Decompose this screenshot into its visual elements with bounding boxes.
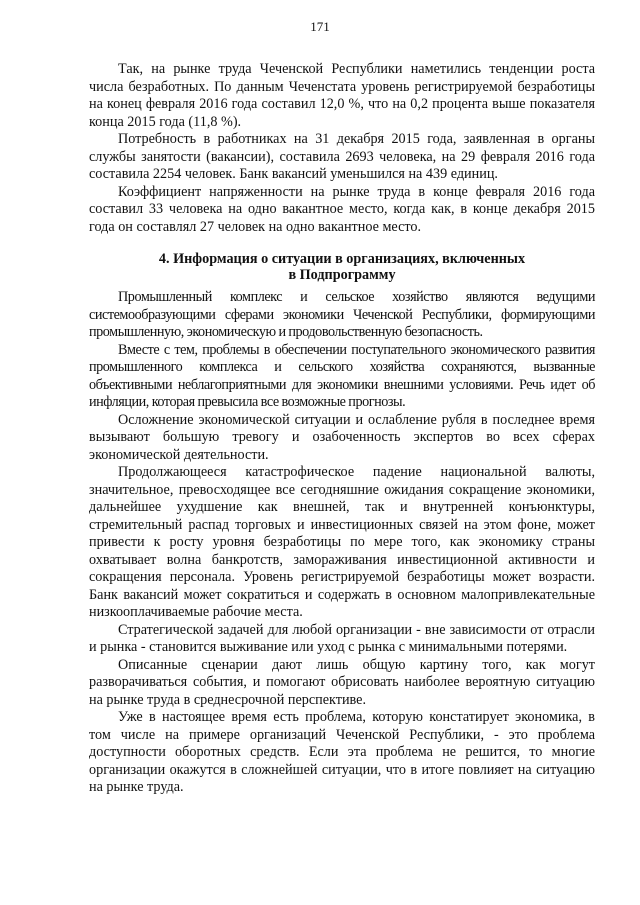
paragraph-vacancies: Потребность в работниках на 31 декабря 2015 года, заявленная в органы службы занятости (вакансии), составила 2693 человека, на 29 февраля 2016 года составила 2254 человек. Банк вакансий уменьшился на 439 единиц.	[89, 131, 595, 182]
paragraph-working-capital: Уже в настоящее время есть проблема, которую констатирует экономика, в том числе на примере организаций Чеченской Республики, - это проблема доступности оборотных средств. Если эта проблема не решится, то многие организации окажутся в сложнейшей ситуации, что в итоге повлияет на ситуацию на рынке труда.	[89, 709, 595, 795]
document-body	[89, 61, 595, 797]
page-number: 171	[310, 19, 330, 34]
paragraph-economic-problems: Вместе с тем, проблемы в обеспечении поступательного экономического развития промышленного комплекса и сельского хозяйства сохраняются, вызванные объективными неблагоприятными для экономики внешними условиями. Речь идет об инфляции, которая превысила все возможные прогнозы.	[89, 341, 595, 410]
paragraph-industrial-complex: Промышленный комплекс и сельское хозяйство являются ведущими системообразующими сферами экономики Чеченской Республики, формирующими промышленную, экономическую и продовольственную безопасность.	[89, 289, 595, 340]
section-heading	[89, 252, 595, 283]
paragraph-currency-decline: Продолжающееся катастрофическое падение национальной валюты, значительное, превосходящее все сегодняшние ожидания сокращение экономики, дальнейшее ухудшение как внешней, так и внутренней конъюнктуры, стремительный распад торговых и инвестиционных связей на этом фоне, может привести к росту уровня безработицы по мере того, как экономику страны охватывает волна банкротств, замораживания инвестиционной активности и сокращения персонала. Уровень регистрируемой безработицы может возрасти. Банк вакансий может сократиться и содержать в основном малопривлекательные низкооплачиваемые рабочие места.	[89, 464, 595, 620]
paragraph-ruble-weakening: Осложнение экономической ситуации и ослабление рубля в последнее время вызывают большую тревогу и озабоченность экспертов во всех сферах экономической деятельности.	[89, 411, 595, 463]
section-heading-line-2: в Подпрограмму	[288, 266, 396, 283]
section-heading-line-1: 4. Информация о ситуации в организациях, включенных	[158, 251, 526, 267]
paragraph-strategic-task: Стратегической задачей для любой организации - вне зависимости от отрасли и рынка - становится выживание или уход с рынка с минимальными потерями.	[89, 621, 595, 655]
paragraph-scenarios: Описанные сценарии дают лишь общую картину того, как могут разворачиваться события, и помогают обрисовать наиболее вероятную ситуацию на рынке труда в среднесрочной перспективе.	[89, 656, 595, 708]
paragraph-tension-coefficient: Коэффициент напряженности на рынке труда в конце февраля 2016 года составил 33 человека на одно вакантное место, когда как, в конце декабря 2015 года он составлял 27 человек на одно вакантное место.	[89, 183, 595, 235]
paragraph-unemployment-trend: Так, на рынке труда Чеченской Республики наметились тенденции роста числа безработных. По данным Чеченстата уровень регистрируемой безработицы на конец февраля 2016 года составил 12,0 %, что на 0,2 процента выше показателя конца 2015 года (11,8 %).	[89, 61, 595, 130]
